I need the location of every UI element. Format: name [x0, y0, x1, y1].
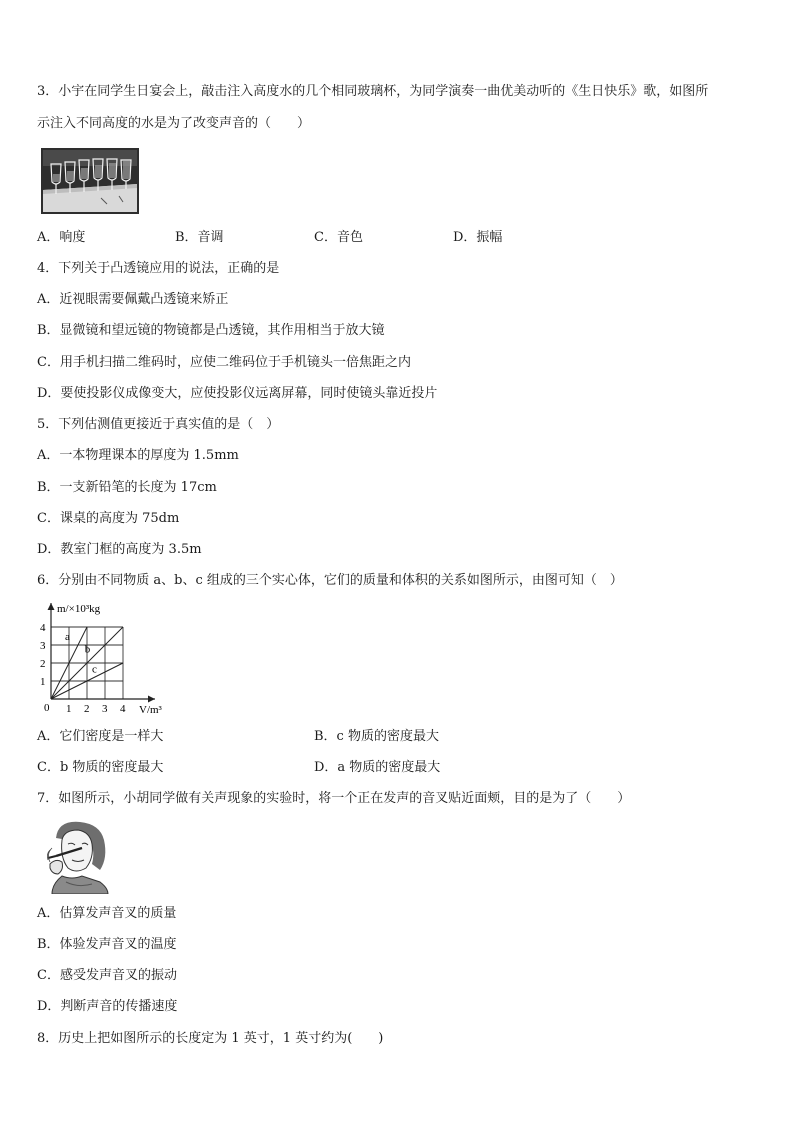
x-tick-label: 2 — [84, 703, 90, 715]
q5-option-a[interactable]: A．一本物理课本的厚度为 1.5mm — [37, 448, 239, 463]
q5-stem: 5．下列估测值更接近于真实值的是（ ） — [37, 417, 280, 432]
origin-label: 0 — [44, 702, 50, 714]
q6-option-c[interactable]: C．b 物质的密度最大 — [37, 760, 164, 775]
q3-option-a[interactable]: A．响度 — [37, 230, 86, 245]
q5-option-b[interactable]: B．一支新铅笔的长度为 17cm — [37, 480, 217, 495]
y-tick-label: 1 — [40, 676, 46, 688]
q8-stem: 8．历史上把如图所示的长度定为 1 英寸，1 英寸约为( ) — [37, 1031, 384, 1046]
series-label-c: c — [92, 663, 97, 676]
glasses-photo-graphic — [41, 148, 139, 214]
x-tick-label: 3 — [102, 703, 108, 715]
y-tick-label: 3 — [40, 640, 46, 652]
x-axis-label: V/m³ — [139, 704, 162, 716]
series-label-b: b — [84, 643, 91, 656]
q3-option-b[interactable]: B．音调 — [175, 230, 224, 245]
q4-option-c[interactable]: C．用手机扫描二维码时，应使二维码位于手机镜头一倍焦距之内 — [37, 355, 411, 370]
q3-option-c[interactable]: C．音色 — [314, 230, 363, 245]
q4-stem: 4．下列关于凸透镜应用的说法，正确的是 — [37, 261, 280, 276]
tuning-fork-graphic — [42, 818, 120, 894]
q7-stem: 7．如图所示，小胡同学做有关声现象的实验时，将一个正在发声的音叉贴近面颊，目的是为了（ ） — [37, 791, 631, 806]
q4-option-d[interactable]: D．要使投影仪成像变大，应使投影仪远离屏幕，同时使镜头靠近投片 — [37, 386, 438, 401]
q5-option-c[interactable]: C．课桌的高度为 75dm — [37, 511, 180, 526]
density-graph — [35, 597, 175, 721]
density-graph-svg — [35, 597, 175, 721]
q4-option-b[interactable]: B．显微镜和望远镜的物镜都是凸透镜，其作用相当于放大镜 — [37, 323, 385, 338]
q7-option-d[interactable]: D．判断声音的传播速度 — [37, 999, 178, 1014]
q7-option-a[interactable]: A．估算发声音叉的质量 — [37, 906, 177, 921]
q4-option-a[interactable]: A．近视眼需要佩戴凸透镜来矫正 — [37, 292, 229, 307]
series-label-a: a — [65, 631, 70, 643]
q3-stem-line2: 示注入不同高度的水是为了改变声音的（ ） — [37, 116, 311, 131]
q7-option-b[interactable]: B．体验发声音叉的温度 — [37, 937, 177, 952]
q6-stem: 6．分别由不同物质 a、b、c 组成的三个实心体，它们的质量和体积的关系如图所示，由图可知（ ） — [37, 573, 623, 588]
q3-stem-line1: 3．小宇在同学生日宴会上，敲击注入高度水的几个相同玻璃杯，为同学演奏一曲优美动听的《生日快乐》歌，如图所 — [37, 84, 709, 99]
q6-option-b[interactable]: B．c 物质的密度最大 — [314, 729, 439, 744]
q3-option-d[interactable]: D．振幅 — [453, 230, 503, 245]
y-tick-label: 2 — [40, 658, 46, 670]
glasses-photo — [41, 148, 139, 214]
tuning-fork-illustration — [42, 818, 120, 894]
q7-option-c[interactable]: C．感受发声音叉的振动 — [37, 968, 177, 983]
x-tick-label: 1 — [66, 703, 72, 715]
q6-option-d[interactable]: D．a 物质的密度最大 — [314, 760, 441, 775]
y-tick-label: 4 — [40, 622, 46, 634]
q6-option-a[interactable]: A．它们密度是一样大 — [37, 729, 164, 744]
y-axis-label: m/×10³kg — [57, 603, 101, 615]
q5-option-d[interactable]: D．教室门框的高度为 3.5m — [37, 542, 202, 557]
x-tick-label: 4 — [120, 703, 126, 715]
